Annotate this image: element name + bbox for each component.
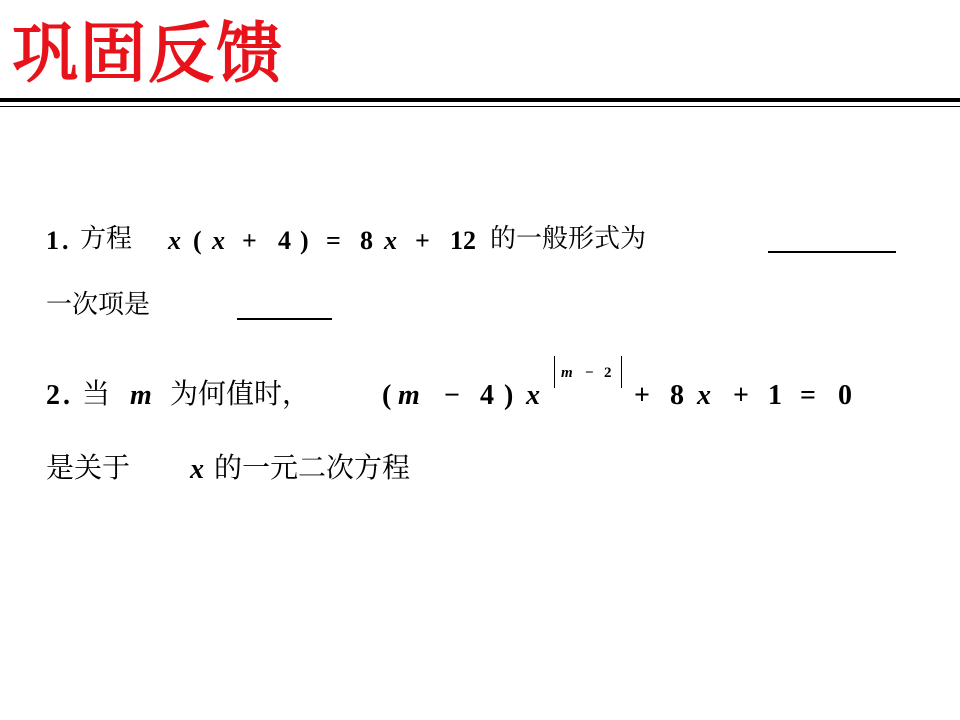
q1-dot: . — [62, 226, 69, 255]
page-title: 巩固反馈 — [12, 15, 284, 92]
q1-eq-8: 8 — [360, 226, 373, 255]
q2-eq-0: 0 — [838, 380, 852, 411]
q2-eq-equals: = — [800, 380, 816, 411]
q2-eq-8: 8 — [670, 380, 684, 411]
title-divider-thick — [0, 98, 960, 102]
q1-eq-x2: x — [212, 226, 225, 255]
q2-eq-4: 4 — [480, 380, 494, 411]
q1-eq-12: 12 — [450, 226, 476, 255]
q2-eq-minus: − — [444, 380, 460, 411]
q2-eq-rparen: ) — [504, 380, 514, 411]
q1-eq-4: 4 — [278, 226, 291, 255]
q1-eq-plus1: + — [242, 226, 257, 255]
q2-exp-minus: − — [585, 365, 594, 381]
q1-eq-x3: x — [384, 226, 397, 255]
q2-eq-plus2: + — [733, 380, 749, 411]
q2-line2-tail: 的一元二次方程 — [214, 451, 411, 484]
q2-exp-m: m — [561, 365, 573, 381]
q1-eq-plus2: + — [415, 226, 430, 255]
q2-eq-m: m — [398, 380, 420, 411]
q1-tail-text: 的一般形式为 — [490, 224, 647, 254]
q1-eq-equals: = — [326, 226, 341, 255]
q1-answer-blank-2 — [237, 318, 332, 320]
q2-line2-var-x: x — [190, 454, 204, 485]
q2-number: 2 — [46, 380, 60, 411]
q2-exp-abs-right — [621, 356, 622, 388]
q1-answer-blank-1 — [768, 251, 896, 253]
q2-var-m: m — [130, 380, 152, 411]
title-divider-thin — [0, 106, 960, 107]
q2-eq-x: x — [526, 380, 540, 411]
q1-eq-lparen: ( — [193, 226, 202, 255]
q2-exp-2: 2 — [604, 365, 612, 381]
q2-eq-x2: x — [697, 380, 711, 411]
q1-eq-x1: x — [168, 226, 181, 255]
q1-line2-text: 一次项是 — [46, 290, 151, 320]
q1-number: 1 — [46, 226, 59, 255]
q2-eq-lparen: ( — [382, 380, 392, 411]
q2-line2-lead: 是关于 — [46, 451, 131, 484]
q1-eq-rparen: ) — [300, 226, 309, 255]
q2-mid-text: 为何值时， — [170, 377, 311, 410]
q2-eq-plus1: + — [634, 380, 650, 411]
q2-lead-text: 当 — [82, 377, 111, 410]
q2-dot: . — [63, 380, 70, 411]
q1-lead-text: 方程 — [80, 224, 133, 254]
q2-exp-abs-left — [554, 356, 555, 388]
q2-eq-1: 1 — [768, 380, 782, 411]
